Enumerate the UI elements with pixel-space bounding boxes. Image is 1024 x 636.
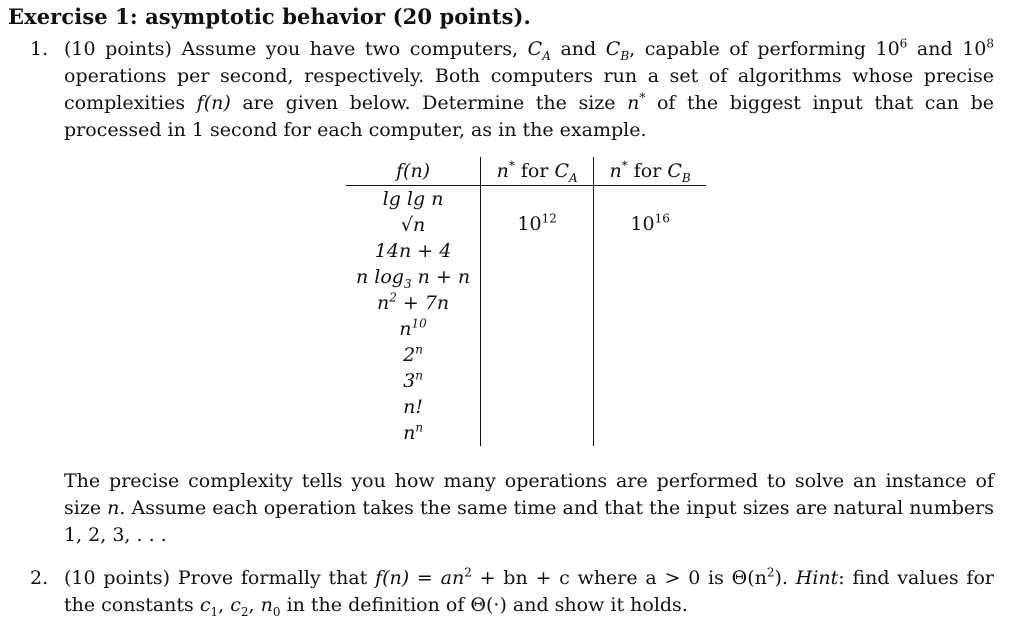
q1-ca: C [527,38,543,60]
header-ca-c: C [554,160,569,182]
complexity-table [346,157,706,446]
f-3n-sup: n [415,368,423,383]
header-ca-mid: for [514,160,555,182]
q2-sq2: 2 [766,565,775,580]
q1-ca-sub: A [542,48,551,63]
f-nn-base: n [403,422,416,444]
f-nlog3n-b: n + n [411,266,471,288]
f-nlog3n [356,264,470,290]
q1-text-g: of the biggest input that can be processed in 1 second for each computer, as in the example. [64,92,994,141]
q2-c1-sub: 1 [210,604,219,619]
header-f-text: f(n) [396,160,431,182]
q2-hint: Hint [795,567,839,589]
f-lglgn: lg lg n [382,188,444,210]
exercise-heading: Exercise 1: asymptotic behavior (20 points). [8,4,531,29]
complexity-table-wrapper [346,157,706,446]
q1-text-c: , capable of performing 10 [629,38,900,60]
q1-exp-a: 6 [899,36,908,51]
q2-c2: c [230,594,241,616]
question-2 [30,565,994,619]
table-row [346,186,706,447]
table-header-row [346,157,706,186]
q2-sq: 2 [464,565,472,580]
q2-text-d: : find values for the constants [64,567,994,616]
para-text-a: The precise complexity tells you how many operations are performed to solve an instance of size [64,470,994,519]
header-cb [594,157,707,186]
question-1-text [64,36,994,144]
ca-value-exp: 12 [541,211,557,226]
header-cb-c: C [667,160,682,182]
question-1 [30,36,994,144]
f-n2-rest: + 7n [396,292,450,314]
header-cb-sub: B [681,170,691,185]
q2-text-a: (10 points) Prove formally that [64,567,376,589]
header-ca-sub: A [569,170,578,185]
q2-n0-sub: 0 [272,604,281,619]
q1-text-d: and 10 [907,38,987,60]
f-n2-7n [356,290,470,316]
question-2-number: 2. [30,567,49,589]
q2-text-c: ). [774,567,796,589]
f-nn-sup: n [415,420,424,435]
para-text-b: . Assume each operation takes the same time and that the input sizes are natural numbers 1, 2, 3, . . . [64,497,995,546]
q2-text-b: + bn + c where a > 0 is Θ(n [471,567,767,589]
q1-text-e: operations per second, respectively. Both computers run a set of algorithms whose precise complexities [64,65,994,114]
ca-value-cell [481,186,594,447]
f-n2-base: n [376,292,390,314]
question-1-number: 1. [30,38,49,60]
cb-value-base: 10 [630,213,655,235]
f-n10-base: n [399,318,412,340]
table-body-f-column [346,186,481,447]
q1-nstar: n [627,92,640,114]
q1-text-b: and [550,38,606,60]
f-3n-base: 3 [403,370,416,392]
q1-cb-sub: B [620,48,630,63]
q1-fn: f(n) [196,92,231,114]
q2-c1: c [199,594,211,616]
cb-value-cell [594,186,707,447]
f-n2-sup: 2 [389,290,397,305]
ca-value-base: 10 [517,213,542,235]
header-cb-mid: for [627,160,668,182]
header-cb-n: n [609,160,622,182]
f-3n [356,368,470,394]
f-2n [356,342,470,368]
header-ca-sup: * [508,158,515,173]
q1-nstar-sup: * [639,90,646,105]
header-f [346,157,481,186]
f-n10-sup: 10 [411,316,427,331]
f-nn [356,420,470,446]
q2-comma2: , [248,594,261,616]
q2-n0: n [260,594,273,616]
f-n10 [356,316,470,342]
q1-cb: C [605,38,621,60]
para-n: n [107,497,120,519]
f-14n4: 14n + 4 [374,240,452,262]
header-cb-sup: * [621,158,628,173]
header-ca-n: n [496,160,509,182]
f-2n-sup: n [415,342,423,357]
header-ca [481,157,594,186]
f-2n-base: 2 [403,344,416,366]
f-nfact: n! [403,396,423,418]
q2-text-e: in the definition of Θ(·) and show it holds. [280,594,688,616]
q1-exp-b: 8 [986,36,995,51]
q1-text-a: (10 points) Assume you have two computers, [64,38,528,60]
q2-comma1: , [218,594,231,616]
complexity-explanation [64,468,994,549]
q2-fn: f(n) = an [375,567,465,589]
q1-text-f: are given below. Determine the size [230,92,628,114]
f-nlog3n-a: n log [356,266,404,288]
f-sqrtn: √n [400,214,426,236]
question-2-text [64,565,994,619]
cb-value-exp: 16 [654,211,670,226]
f-nlog3n-sub: 3 [403,276,412,291]
q2-c2-sub: 2 [240,604,249,619]
